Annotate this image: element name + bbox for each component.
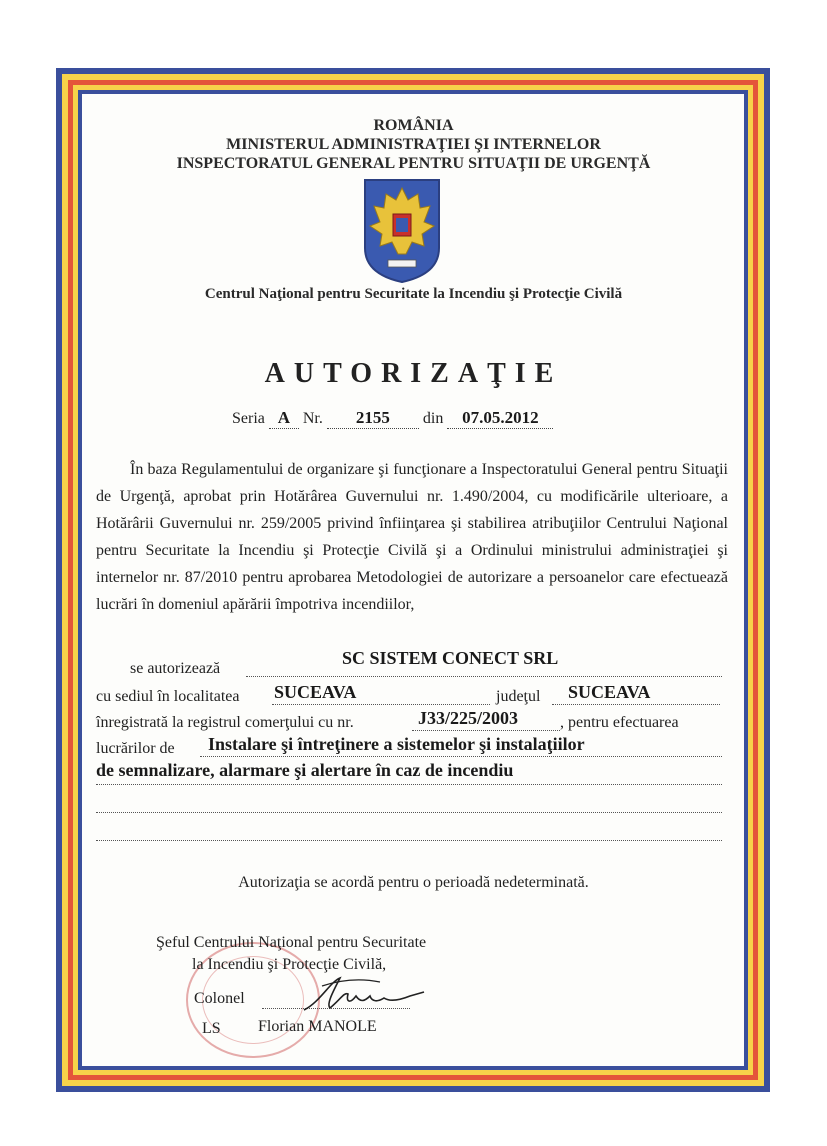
company-name: SC SISTEM CONECT SRL	[342, 648, 559, 668]
din-label: din	[422, 410, 444, 427]
seria-label: Seria	[232, 410, 265, 427]
signature-rank: Colonel	[194, 990, 245, 1007]
county-value: SUCEAVA	[568, 682, 651, 702]
validity-text: Autorizaţia se acordă pentru o perioadă nedeterminată.	[238, 874, 589, 891]
document-title: AUTORIZAŢIE	[264, 358, 563, 389]
works-line-1: Instalare şi întreţinere a sistemelor şi instalaţiilor	[208, 734, 585, 754]
serial-line	[232, 408, 553, 429]
coat-of-arms-icon	[362, 178, 442, 284]
signatory-name: Florian MANOLE	[258, 1018, 377, 1035]
authorized-label: se autorizează	[130, 660, 221, 677]
header-center: Centrul Naţional pentru Securitate la Incendiu şi Protecţie Civilă	[204, 286, 623, 302]
header-inspectorate: INSPECTORATUL GENERAL PENTRU SITUAŢII DE URGENŢĂ	[176, 155, 651, 172]
legal-basis-paragraph: În baza Regulamentului de organizare şi funcţionare a Inspectoratului General pentru Situaţii de Urgenţă, aprobat prin Hotărârea Guvernului nr. 1.490/2004, cu modificările ulterioare, a Hotărârii Guvernului nr. 259/2005 privind înfiinţarea şi stabilirea atribuţiilor Centrului Naţional pentru Securitate la Incendiu şi Protecţie Civilă şi a Ordinului ministrului administraţiei şi internelor nr. 87/2010 pentru aprobarea Metodologiei de autorizare a persoanelor care efectuează lucrări în domeniul apărării împotriva incendiilor,	[96, 461, 728, 613]
purpose-label: , pentru efectuarea	[560, 714, 679, 731]
handwritten-signature-icon	[300, 972, 430, 1016]
signature-line-1: Şeful Centrului Naţional pentru Securitate	[156, 934, 427, 951]
header-ministry: MINISTERUL ADMINISTRAŢIEI ŞI INTERNELOR	[226, 136, 601, 153]
registry-value: J33/225/2003	[418, 708, 519, 728]
locality-label: cu sediul în localitatea	[96, 688, 240, 705]
signature-line-2: la Incendiu şi Protecţie Civilă,	[192, 956, 387, 973]
header-country: ROMÂNIA	[373, 117, 454, 134]
seria-value: A	[277, 408, 291, 427]
works-label: lucrărilor de	[96, 740, 175, 757]
nr-value: 2155	[355, 408, 390, 427]
locality-value: SUCEAVA	[274, 682, 357, 702]
date-value: 07.05.2012	[462, 408, 539, 427]
nr-label: Nr.	[302, 410, 323, 427]
county-label: judeţul	[496, 688, 541, 705]
ls-label: LS	[202, 1020, 221, 1037]
registry-label: înregistrată la registrul comerţului cu nr.	[96, 714, 354, 731]
works-line-2: de semnalizare, alarmare şi alertare în caz de incendiu	[96, 760, 514, 780]
